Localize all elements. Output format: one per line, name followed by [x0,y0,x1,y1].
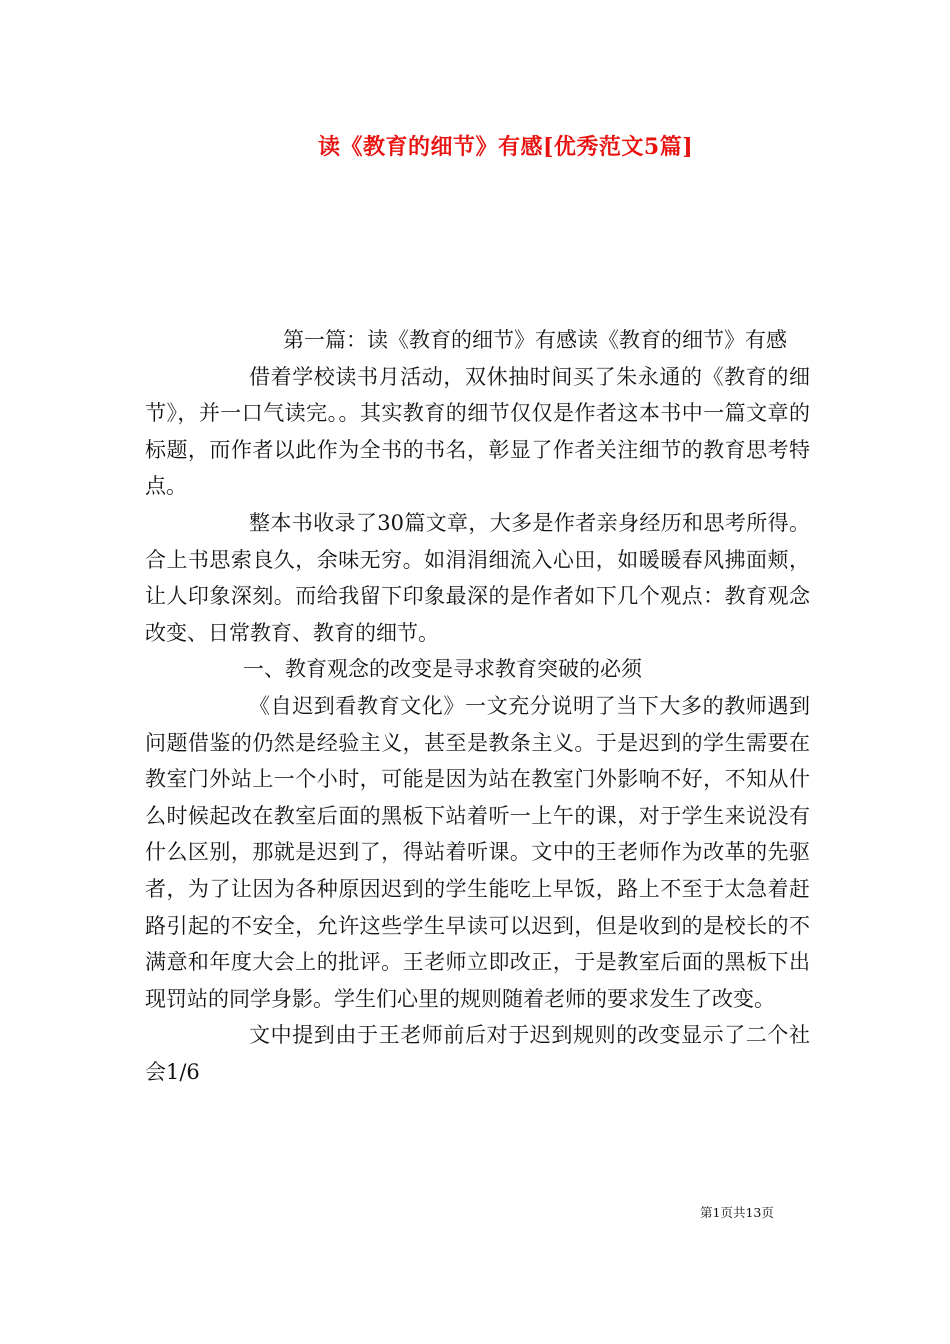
paragraph: 整本书收录了30篇文章，大多是作者亲身经历和思考所得。合上书思索良久，余味无穷。如涓涓细流入心田，如暖暖春风拂面颊，让人印象深刻。而给我留下印象最深的是作者如下几个观点：教育观念改变、日常教育、教育的细节。 [145,510,810,645]
paragraph: 《自迟到看教育文化》一文充分说明了当下大多的教师遇到问题借鉴的仍然是经验主义，甚至是教条主义。于是迟到的学生需要在教室门外站上一个小时，可能是因为站在教室门外影响不好，不知从什么时候起改在教室后面的黑板下站着听一上午的课，对于学生来说没有什么区别，那就是迟到了，得站着听课。文中的王老师作为改革的先驱者，为了让因为各种原因迟到的学生能吃上早饭，路上不至于太急着赶路引起的不安全，允许这些学生早读可以迟到，但是收到的是校长的不满意和年度大会上的批评。王老师立即改正，于是教室后面的黑板下出现罚站的同学身影。学生们心里的规则随着老师的要求发生了改变。 [145,693,810,1011]
page-number-footer: 第1页共13页 [700,1205,774,1220]
paragraph: 借着学校读书月活动，双休抽时间买了朱永通的《教育的细节》，并一口气读完。。其实教育的细节仅仅是作者这本书中一篇文章的标题，而作者以此作为全书的书名，彰显了作者关注细节的教育思考特点。 [145,364,810,499]
document-body [145,322,810,1090]
paragraph: 文中提到由于王老师前后对于迟到规则的改变显示了二个社会1/6 [145,1023,810,1084]
paragraph-subheading: 一、教育观念的改变是寻求教育突破的必须 [243,657,642,682]
paragraph-section-heading: 第一篇：读《教育的细节》有感读《教育的细节》有感 [283,328,787,352]
document-title: 读《教育的细节》有感[优秀范文5篇] [318,134,694,160]
